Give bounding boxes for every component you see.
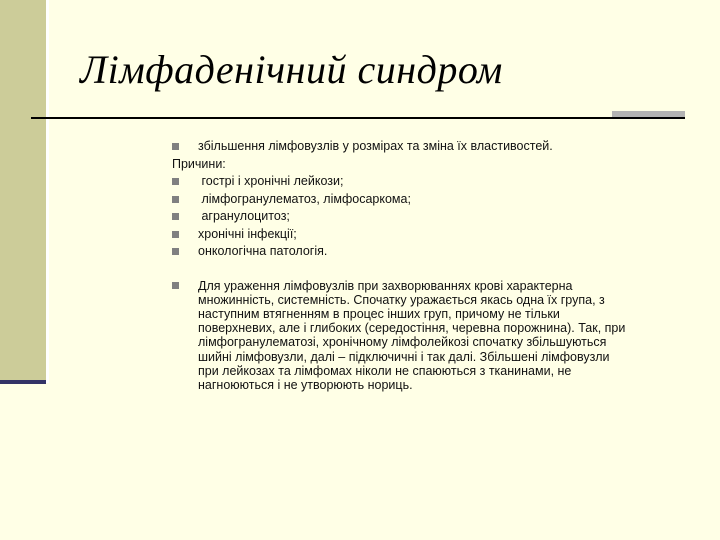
square-bullet-icon [172,143,179,150]
intro-text: збільшення лімфовузлів у розмірах та зміна їх властивостей. [198,139,553,153]
cause-text: гострі і хронічні лейкози; [198,174,344,188]
square-bullet-icon [172,213,179,220]
cause-text: онкологічна патологія. [198,244,328,258]
square-bullet-icon [172,231,179,238]
left-accent-edge [46,0,49,383]
paragraph-line: нагноюються і не утворюють нориць. [198,377,413,392]
title-rule [31,117,685,119]
list-item [172,173,692,191]
paragraph-line: множинність, системність. Спочатку уражається якась одна їх група, з [198,292,605,307]
paragraph-line: лімфогранулематозі, хронічному лімфолейкозі спочатку збільшуються [198,335,607,350]
paragraph-line: Для ураження лімфовузлів при захворюваннях крові характерна [198,278,573,293]
square-bullet-icon [172,282,179,289]
square-bullet-icon [172,196,179,203]
left-accent-foot [0,380,46,384]
paragraph-line: шийні лімфовузли, далі – підключичні і так далі. Збільшені лімфовузли [198,349,610,364]
paragraph-line: поверхневих, але і глибоких (середостіння, черевна порожнина). Так, при [198,321,626,336]
list-item [172,208,692,226]
square-bullet-icon [172,248,179,255]
left-accent-bar [0,0,46,383]
slide-title: Лімфаденічний синдром [80,47,503,92]
slide-body [172,138,692,392]
list-item [172,226,692,244]
paragraph-line: при лейкозах та лімфомах ніколи не спаюються з тканинами, не [198,363,572,378]
cause-text: агранулоцитоз; [198,209,290,223]
description-paragraph [172,279,692,393]
paragraph-line: наступним втягненням в процес інших груп, причому не тільки [198,306,560,321]
cause-text: хронічні інфекції; [198,226,297,241]
list-item [172,138,692,156]
cause-text: лімфогранулематоз, лімфосаркома; [198,191,411,206]
list-item [172,243,692,261]
square-bullet-icon [172,178,179,185]
causes-heading: Причини: [172,156,226,171]
list-item [172,191,692,209]
